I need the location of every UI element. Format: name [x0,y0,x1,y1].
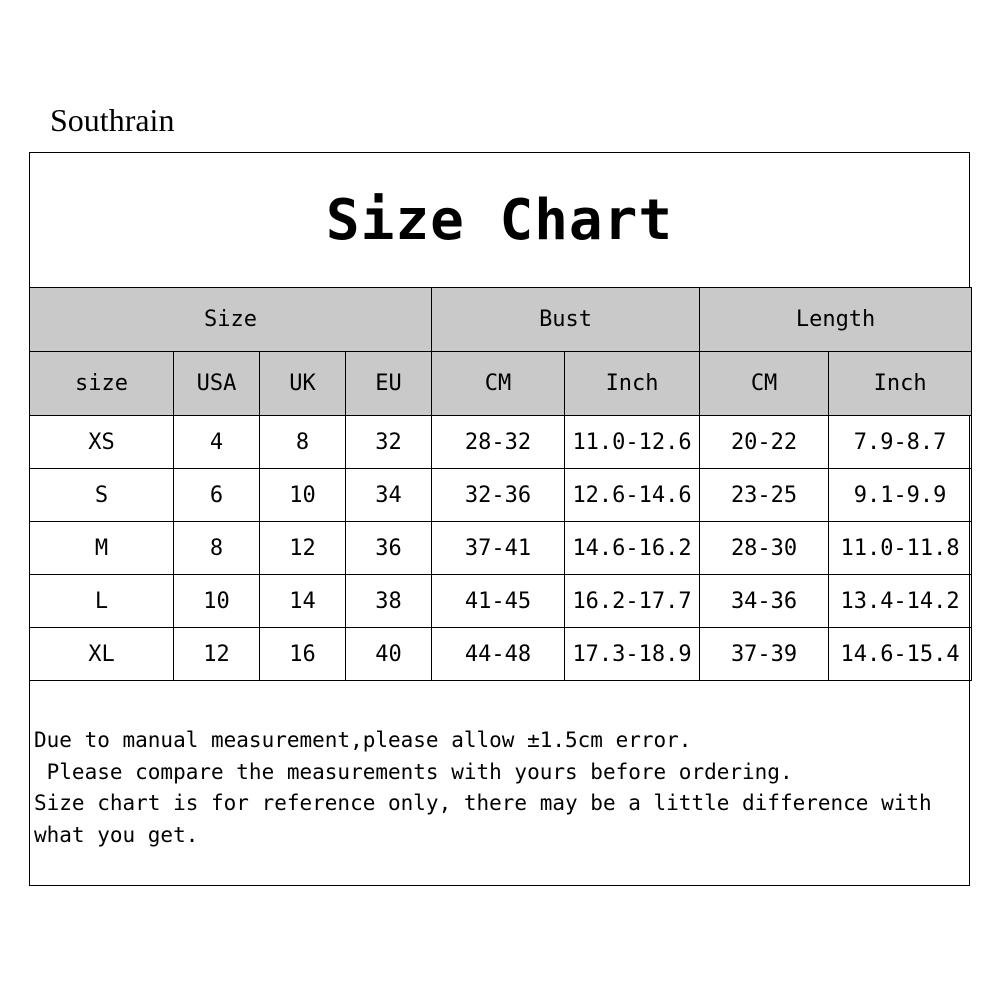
table-cell: 16.2-17.7 [565,575,700,628]
sub-header-eu: EU [346,352,432,416]
table-cell: 34-36 [700,575,829,628]
sub-header-usa: USA [174,352,260,416]
table-row [30,522,972,575]
table-cell: 28-32 [432,416,565,469]
table-cell: 9.1-9.9 [829,469,972,522]
group-header-bust: Bust [432,288,700,352]
table-cell: 6 [174,469,260,522]
group-header-row [30,288,972,352]
table-cell: 13.4-14.2 [829,575,972,628]
size-table [29,287,972,681]
table-cell: 11.0-12.6 [565,416,700,469]
table-cell: 37-41 [432,522,565,575]
table-cell: 41-45 [432,575,565,628]
sub-header-length-inch: Inch [829,352,972,416]
table-cell: 32 [346,416,432,469]
table-cell: 14.6-16.2 [565,522,700,575]
measurement-notes [34,725,964,851]
note-line: Due to manual measurement,please allow ±1.5cm error. [34,728,692,752]
table-cell: 40 [346,628,432,681]
table-cell: 10 [174,575,260,628]
table-cell: M [30,522,174,575]
table-row [30,416,972,469]
sub-header-length-cm: CM [700,352,829,416]
table-cell: 36 [346,522,432,575]
table-cell: 7.9-8.7 [829,416,972,469]
group-header-length: Length [700,288,972,352]
note-line: Size chart is for reference only, there may be a little difference with [34,791,932,815]
table-cell: 20-22 [700,416,829,469]
chart-title: Size Chart [325,188,674,253]
sub-header-bust-inch: Inch [565,352,700,416]
table-cell: 34 [346,469,432,522]
table-cell: L [30,575,174,628]
table-row [30,628,972,681]
table-cell: 8 [174,522,260,575]
table-row [30,575,972,628]
table-cell: 37-39 [700,628,829,681]
table-cell: 14 [260,575,346,628]
table-cell: XL [30,628,174,681]
sub-header-uk: UK [260,352,346,416]
brand-name: Southrain [50,102,175,138]
table-cell: 12 [260,522,346,575]
note-line: what you get. [34,822,199,847]
title-row [30,153,969,288]
size-chart [29,152,970,886]
sub-header-row [30,352,972,416]
table-cell: 16 [260,628,346,681]
table-cell: 8 [260,416,346,469]
sub-header-size: size [30,352,174,416]
table-cell: 32-36 [432,469,565,522]
group-header-size: Size [30,288,432,352]
table-cell: 17.3-18.9 [565,628,700,681]
table-cell: 11.0-11.8 [829,522,972,575]
table-cell: 12 [174,628,260,681]
note-line: Please compare the measurements with yours before ordering. [34,759,793,784]
table-cell: 38 [346,575,432,628]
table-cell: S [30,469,174,522]
table-cell: 23-25 [700,469,829,522]
table-cell: 44-48 [432,628,565,681]
table-cell: 4 [174,416,260,469]
table-cell: XS [30,416,174,469]
table-cell: 12.6-14.6 [565,469,700,522]
table-cell: 28-30 [700,522,829,575]
sub-header-bust-cm: CM [432,352,565,416]
table-cell: 10 [260,469,346,522]
table-cell: 14.6-15.4 [829,628,972,681]
table-row [30,469,972,522]
